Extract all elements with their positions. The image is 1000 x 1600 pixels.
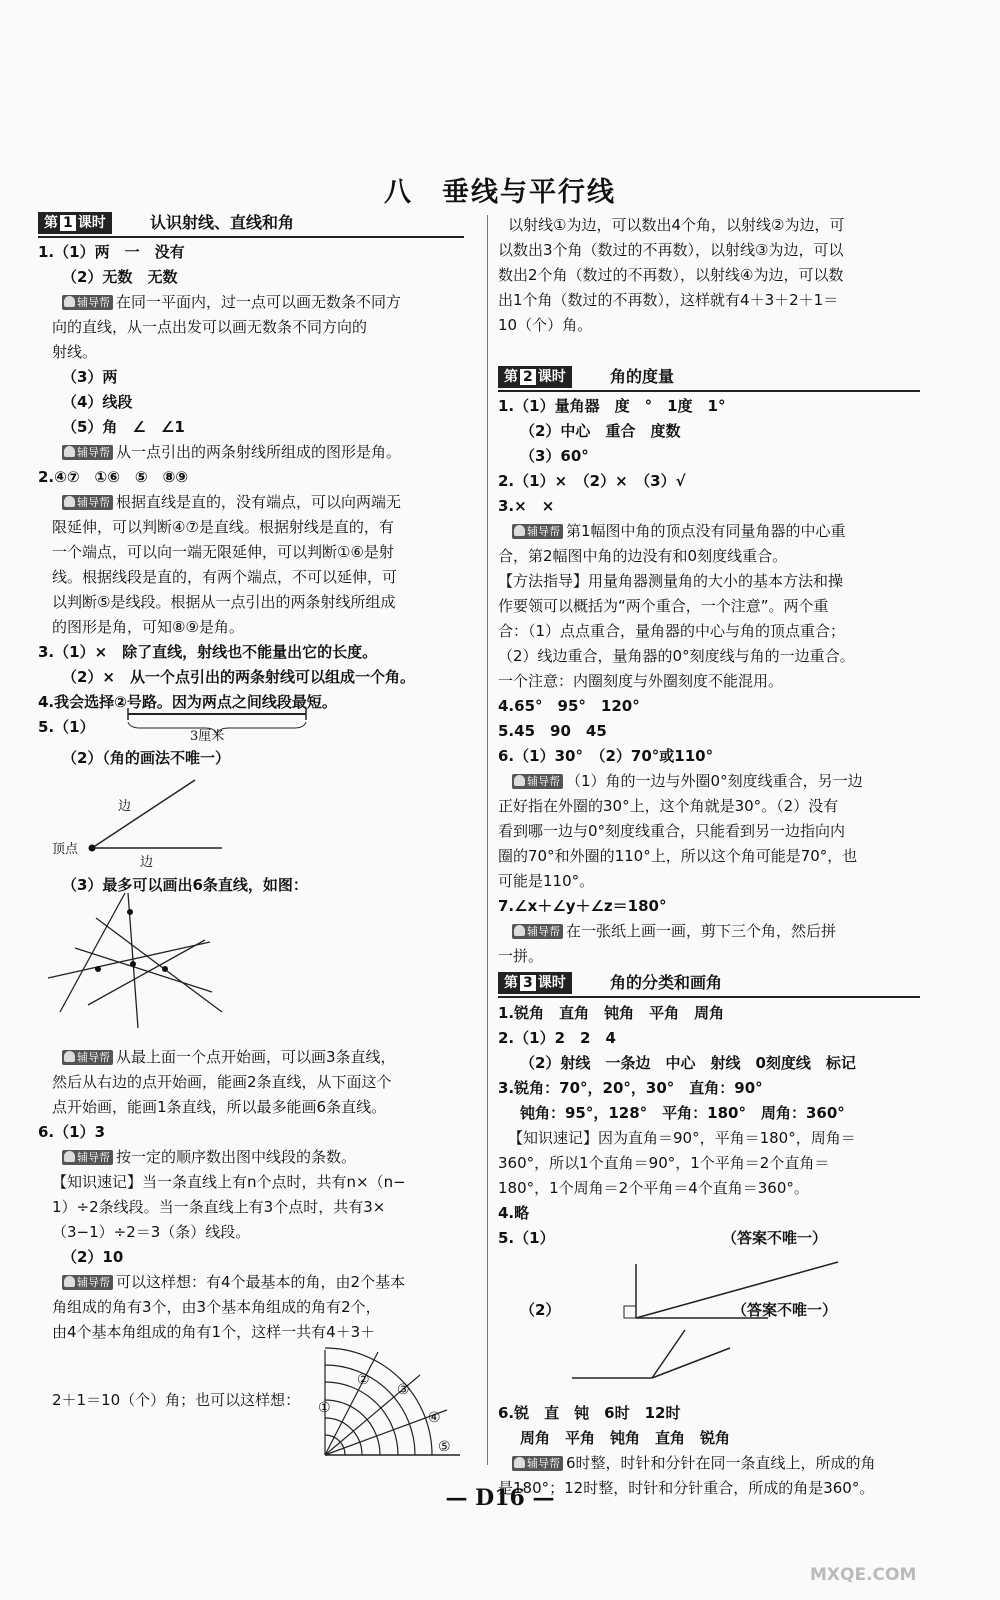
lesson-2-tag: 第 2 课时 xyxy=(498,366,572,388)
l2-answer-7: 7.∠x＋∠y＋∠z＝180° xyxy=(498,897,667,915)
continued-line-1: 以射线①为边，可以数出4个角，以射线②为边，可 xyxy=(508,216,845,234)
vertex-label: 顶点 xyxy=(52,842,79,857)
help-note-6-line2: 角组成的角有3个，由3个基本角组成的角有2个， xyxy=(52,1298,381,1316)
help-note-2: 辅导帮 从一点引出的两条射线所组成的图形是角。 xyxy=(62,442,401,462)
help-badge: 辅导帮 xyxy=(62,1050,113,1065)
help-badge: 辅导帮 xyxy=(62,295,113,310)
l2-answer-5: 5.45 90 45 xyxy=(498,722,607,740)
help-note-3-line5: 以判断⑤是线段。根据从一点引出的两条射线所组成 xyxy=(52,593,396,611)
method-note-1: 【方法指导】用量角器测量角的大小的基本方法和操 xyxy=(498,572,844,590)
l3-answer-4: 4.略 xyxy=(498,1204,530,1222)
help-note-8-line4: 圈的70°和外圈的110°上，所以这个角可能是70°，也 xyxy=(498,847,858,865)
ray-label-4: ④ xyxy=(428,1410,441,1426)
answer-1-2: （2）无数 无数 xyxy=(62,268,178,286)
help-badge: 辅导帮 xyxy=(512,1456,563,1471)
chapter-title: 八 垂线与平行线 xyxy=(384,177,616,208)
knowledge-note-1-line3: （3−1）÷2＝3（条）线段。 xyxy=(52,1223,251,1241)
edge-label-bottom: 边 xyxy=(140,855,154,870)
continued-line-3: 数出2个角（数过的不再数），以射线④为边，可以数 xyxy=(498,266,844,284)
lesson-3-tag: 第 3 课时 xyxy=(498,972,572,994)
page-number: — D16 — xyxy=(445,1485,555,1511)
knowledge-note-1: 【知识速记】当一条直线上有n个点时，共有n×（n− xyxy=(52,1173,406,1191)
ray-label-2: ② xyxy=(357,1372,370,1388)
help-note-3-line3: 一个端点，可以向一端无限延伸，可以判断①⑥是射 xyxy=(52,543,394,561)
help-badge: 辅导帮 xyxy=(62,445,113,460)
help-note-6: 辅导帮 可以这样想：有4个最基本的角，由2个基本 xyxy=(62,1272,405,1292)
answer-1-1: 1.（1）两 一 没有 xyxy=(38,243,185,261)
l3-answer-1: 1.锐角 直角 钝角 平角 周角 xyxy=(498,1004,725,1022)
help-note-9-line2: 一拼。 xyxy=(498,947,544,965)
help-note-1-line2: 向的直线，从一点出发可以画无数条不同方向的 xyxy=(52,318,368,336)
l3-answer-5-note-1: （答案不唯一） xyxy=(722,1229,828,1247)
help-note-7-line2: 合，第2幅图中角的边没有和0刻度线重合。 xyxy=(498,547,788,565)
help-note-4: 辅导帮 从最上面一个点开始画，可以画3条直线， xyxy=(62,1047,396,1067)
answer-5-2: （2）（角的画法不唯一） xyxy=(62,749,230,767)
help-badge: 辅导帮 xyxy=(512,924,563,939)
l3-answer-2-1: 2.（1）2 2 4 xyxy=(498,1029,616,1047)
help-badge: 辅导帮 xyxy=(62,1150,113,1165)
help-note-1-line3: 射线。 xyxy=(52,343,98,361)
method-note-3: 合：（1）点点重合，量角器的中心与角的顶点重合； xyxy=(498,622,846,640)
lesson-3-title: 角的分类和画角 xyxy=(610,973,723,992)
l3-answer-3-2: 钝角：95°，128° 平角：180° 周角：360° xyxy=(520,1104,845,1122)
l3-answer-5-note-2: （答案不唯一） xyxy=(732,1301,838,1319)
ray-label-1: ① xyxy=(318,1400,331,1416)
lesson-1-tag: 第 1 课时 xyxy=(38,212,112,234)
ray-label-5: ⑤ xyxy=(438,1439,451,1455)
help-badge: 辅导帮 xyxy=(62,1275,113,1290)
l2-answer-2: 2.（1）× （2）× （3）√ xyxy=(498,472,686,490)
help-note-3-line6: 的图形是角，可知⑧⑨是角。 xyxy=(52,618,244,636)
lesson-2-title: 角的度量 xyxy=(610,367,675,386)
l2-answer-6: 6.（1）30° （2）70°或110° xyxy=(498,747,714,765)
help-note-9: 辅导帮 在一张纸上画一画，剪下三个角，然后拼 xyxy=(512,921,836,941)
answer-6-1: 6.（1）3 xyxy=(38,1123,106,1141)
continued-line-2: 以数出3个角（数过的不再数），以射线③为边，可以 xyxy=(498,241,844,259)
l3-answer-5-1: 5.（1） xyxy=(498,1229,555,1247)
l2-answer-4: 4.65° 95° 120° xyxy=(498,697,640,715)
help-note-6-line3: 由4个基本角组成的角有1个，这样一共有4＋3＋ xyxy=(52,1323,376,1341)
help-note-3-line4: 线。根据线段是直的，有两个端点，不可以延伸，可 xyxy=(52,568,398,586)
watermark: MXQE.COM xyxy=(810,1565,917,1585)
help-note-3: 辅导帮 根据直线是直的，没有端点，可以向两端无 xyxy=(62,492,401,512)
answer-4: 4.我会选择②号路。因为两点之间线段最短。 xyxy=(38,693,337,711)
edge-label-top: 边 xyxy=(118,799,132,814)
l3-answer-2-2: （2）射线 一条边 中心 射线 0刻度线 标记 xyxy=(520,1054,856,1072)
help-note-3-line2: 限延伸，可以判断④⑦是直线。根据射线是直的，有 xyxy=(52,518,394,536)
answer-1-5: （5）角 ∠ ∠1 xyxy=(62,418,185,436)
help-note-8-line5: 可能是110°。 xyxy=(498,872,595,890)
method-note-5: 一个注意：内圈刻度与外圈刻度不能混用。 xyxy=(498,672,784,690)
l2-answer-3: 3.× × xyxy=(498,497,555,515)
help-badge: 辅导帮 xyxy=(62,495,113,510)
method-note-4: （2）线边重合，量角器的0°刻度线与角的一边重合。 xyxy=(498,647,855,665)
knowledge-note-2-line2: 360°，所以1个直角＝90°，1个平角＝2个直角＝ xyxy=(498,1154,830,1172)
ray-label-3: ③ xyxy=(397,1382,410,1398)
answer-6-2: （2）10 xyxy=(62,1248,124,1266)
acute-angle-figure xyxy=(572,1330,730,1378)
help-note-5: 辅导帮 按一定的顺序数出图中线段的条数。 xyxy=(62,1147,356,1167)
l3-answer-6-1: 6.锐 直 钝 6时 12时 xyxy=(498,1404,681,1422)
answer-3-1: 3.（1）× 除了直线，射线也不能量出它的长度。 xyxy=(38,643,378,661)
help-note-1: 辅导帮 在同一平面内，过一点可以画无数条不同方 xyxy=(62,292,401,312)
l2-answer-1-1: 1.（1）量角器 度 ° 1度 1° xyxy=(498,397,726,415)
answer-5-1: 5.（1） xyxy=(38,718,95,736)
continued-line-4: 出1个角（数过的不再数），这样就有4＋3＋2＋1＝ xyxy=(498,291,839,309)
answer-1-3: （3）两 xyxy=(62,368,118,386)
help-note-8: 辅导帮 （1）角的一边与外圈0°刻度线重合，另一边 xyxy=(512,771,863,791)
lesson-1-title: 认识射线、直线和角 xyxy=(150,213,295,232)
answer-3-2: （2）× 从一个点引出的两条射线可以组成一个角。 xyxy=(62,668,416,686)
help-note-7: 辅导帮 第1幅图中角的顶点没有同量角器的中心重 xyxy=(512,521,846,541)
help-note-8-line3: 看到哪一边与0°刻度线重合，只能看到另一边指向内 xyxy=(498,822,846,840)
help-badge: 辅导帮 xyxy=(512,524,563,539)
l2-answer-1-2: （2）中心 重合 度数 xyxy=(520,422,681,440)
continued-line-5: 10（个）角。 xyxy=(498,316,593,334)
method-note-2: 作要领可以概括为“两个重合，一个注意”。两个重 xyxy=(498,597,829,615)
answer-1-4: （4）线段 xyxy=(62,393,133,411)
l3-answer-3-1: 3.锐角：70°，20°，30° 直角：90° xyxy=(498,1079,763,1097)
l3-answer-6-2: 周角 平角 钝角 直角 锐角 xyxy=(520,1429,731,1447)
help-note-6-line4: 2＋1＝10（个）角；也可以这样想： xyxy=(52,1391,301,1409)
knowledge-note-2: 【知识速记】因为直角＝90°，平角＝180°，周角＝ xyxy=(508,1129,856,1147)
help-note-4-line2: 然后从右边的点开始画，能画2条直线，从下面这个 xyxy=(52,1073,392,1091)
help-note-8-line2: 正好指在外圈的30°上，这个角就是30°。（2）没有 xyxy=(498,797,839,815)
help-badge: 辅导帮 xyxy=(512,774,563,789)
help-note-10-line2: 是180°；12时整，时针和分针重合，所成的角是360°。 xyxy=(498,1479,875,1497)
owl-icon xyxy=(514,1457,525,1468)
help-note-10: 辅导帮 6时整，时针和分针在同一条直线上，所成的角 xyxy=(512,1453,876,1473)
knowledge-note-2-line3: 180°，1个周角＝2个平角＝4个直角＝360°。 xyxy=(498,1179,809,1197)
segment-length-label: 3厘米 xyxy=(190,729,225,744)
answer-2: 2.④⑦ ①⑥ ⑤ ⑧⑨ xyxy=(38,468,189,486)
knowledge-note-1-line2: 1）÷2条线段。当一条直线上有3个点时，共有3× xyxy=(52,1198,386,1216)
l3-answer-5-2: （2） xyxy=(520,1301,561,1319)
answer-5-3: （3）最多可以画出6条直线，如图： xyxy=(62,876,308,894)
help-note-4-line3: 点开始画，能画1条直线，所以最多能画6条直线。 xyxy=(52,1098,387,1116)
l2-answer-1-3: （3）60° xyxy=(520,447,589,465)
